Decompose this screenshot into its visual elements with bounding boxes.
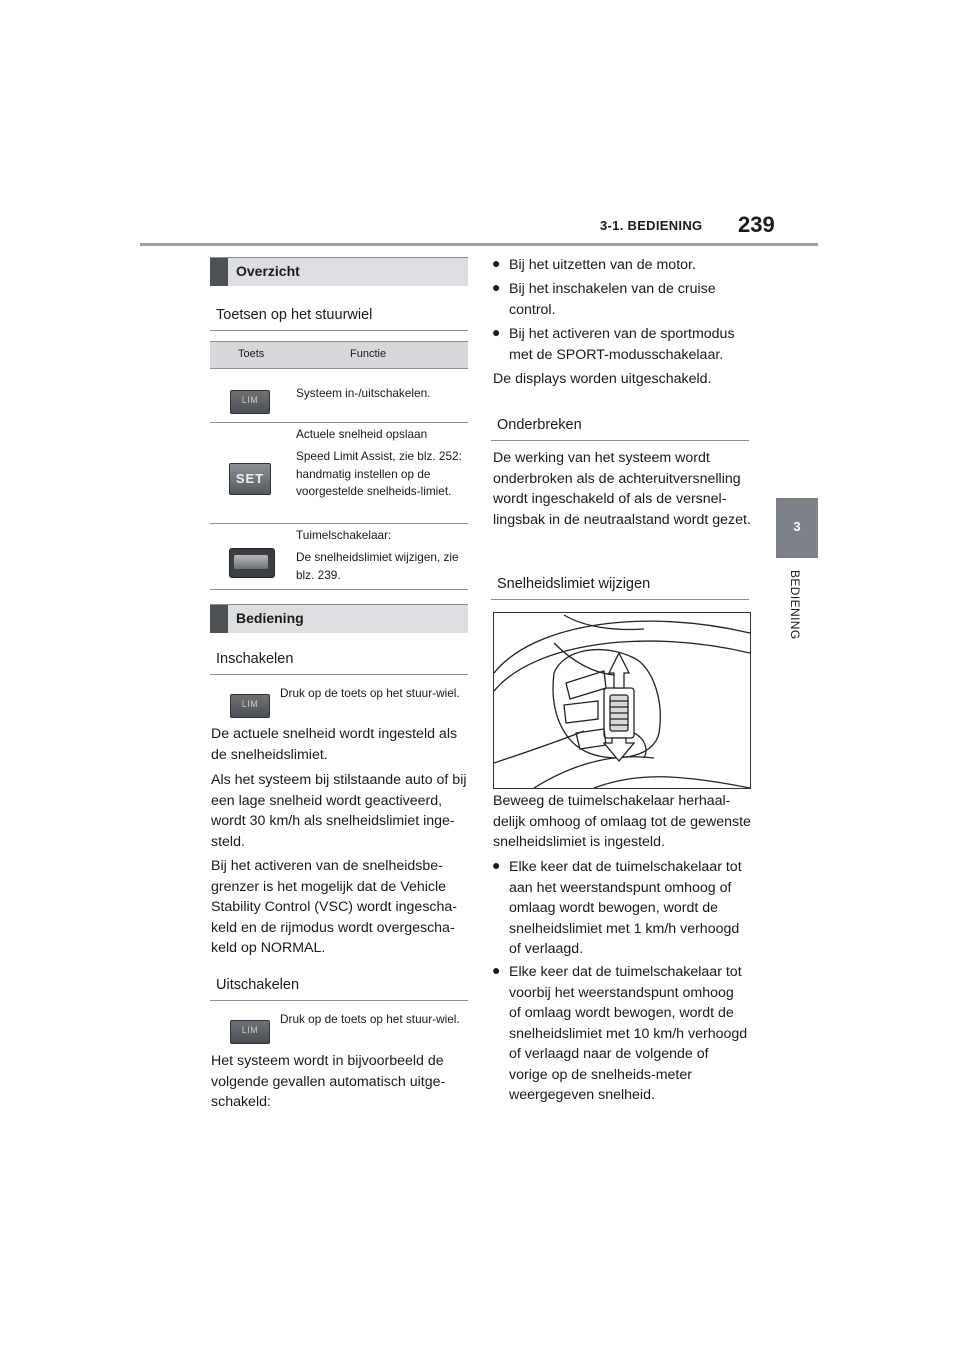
subheading-rule xyxy=(210,330,468,331)
page-number: 239 xyxy=(738,212,775,237)
section-title: 3-1. BEDIENING xyxy=(600,218,703,233)
bullet-icon: ● xyxy=(492,279,501,295)
list-item: ● Bij het activeren van de sportmodus met de SPORT-modusschakelaar. xyxy=(492,324,735,363)
bullet-icon: ● xyxy=(492,962,501,978)
table-cell-function-detail: De snelheidslimiet wijzigen, zie blz. 239. xyxy=(296,550,459,582)
table-row-divider xyxy=(210,589,468,590)
table-cell-function: Systeem in-/uitschakelen. xyxy=(296,386,431,400)
lim-key-image: LIM xyxy=(230,1020,270,1044)
table-cell-function-detail: Speed Limit Assist, zie blz. 252: handmatig instellen op de voorgestelde snelheids-limiet. xyxy=(296,449,462,498)
steering-wheel-drawing xyxy=(494,613,750,788)
table-cell-function: Actuele snelheid opslaan xyxy=(296,427,428,441)
table-col-key: Toets xyxy=(238,348,265,360)
paragraph: De actuele snelheid wordt ingesteld als de snelheidslimiet. xyxy=(211,726,458,763)
subheading-rule xyxy=(210,674,468,675)
paragraph: De werking van het systeem wordt onderbroken als de achteruitversnelling wordt ingeschakeld of als de versnel-lingsbak in de neutraalstand wordt gezet. xyxy=(493,450,751,528)
chapter-number: 3 xyxy=(793,519,801,534)
subheading-uitschakelen: Uitschakelen xyxy=(216,977,300,993)
subheading-inschakelen: Inschakelen xyxy=(216,651,294,667)
header-divider xyxy=(140,243,818,246)
bullet-icon: ● xyxy=(492,324,501,340)
subheading-wijzigen: Snelheidslimiet wijzigen xyxy=(497,576,651,592)
rocker-switch-image xyxy=(229,548,275,578)
subheading-toetsen: Toetsen op het stuurwiel xyxy=(216,307,373,323)
section-marker xyxy=(210,258,228,286)
key-instruction: Druk op de toets op het stuur-wiel. xyxy=(280,1012,460,1026)
lim-key-image: LIM xyxy=(230,694,270,718)
subheading-onderbreken: Onderbreken xyxy=(497,417,582,433)
section-header-overzicht xyxy=(210,257,468,286)
list-item: ● Elke keer dat de tuimelschakelaar tot voorbij het weerstandspunt omhoog of omlaag wordt bewogen, wordt de snelheidslimiet met 10 km/h verhoogd of verlaagd naar de volgende of vorige op de snelheids-meter weergegeven snelheid. xyxy=(492,962,748,1103)
bullet-icon: ● xyxy=(492,255,501,271)
subheading-rule xyxy=(210,1000,468,1001)
list-item: ● Bij het uitzetten van de motor. xyxy=(492,255,696,273)
section-header-text: Bediening xyxy=(236,610,304,626)
subheading-rule xyxy=(491,440,749,441)
key-instruction: Druk op de toets op het stuur-wiel. xyxy=(280,686,460,700)
subheading-rule xyxy=(491,599,749,600)
steering-wheel-illustration xyxy=(493,612,751,789)
table-col-function: Functie xyxy=(350,348,387,360)
paragraph: Het systeem wordt in bijvoorbeeld de volgende gevallen automatisch uitge-schakeld: xyxy=(211,1053,446,1110)
table-row-divider xyxy=(210,523,468,524)
paragraph: Als het systeem bij stilstaande auto of bij een lage snelheid wordt geactiveerd, wordt 30 km/h als snelheidslimiet inge-steld. xyxy=(211,772,467,850)
paragraph: Beweeg de tuimelschakelaar herhaal-delijk omhoog of omlaag tot de gewenste snelheidslimiet is ingesteld. xyxy=(493,793,751,850)
section-header-bediening xyxy=(210,604,468,633)
table-cell-function: Tuimelschakelaar: xyxy=(296,528,392,542)
list-item: ● Bij het inschakelen van de cruise control. xyxy=(492,279,716,318)
paragraph: Bij het activeren van de snelheidsbe-grenzer is het mogelijk dat de Vehicle Stability Control (VSC) wordt ingescha-keld en de rijmodus wordt overgescha-keld op NORMAL. xyxy=(211,858,458,956)
chapter-label-text: BEDIENING xyxy=(788,570,802,640)
section-header-text: Overzicht xyxy=(236,263,300,279)
paragraph: De displays worden uitgeschakeld. xyxy=(493,371,712,387)
set-key-image: SET xyxy=(229,463,271,495)
list-item: ● Elke keer dat de tuimelschakelaar tot aan het weerstandspunt omhoog of omlaag wordt bewogen, wordt de snelheidslimiet met 1 km/h verhoogd of verlaagd. xyxy=(492,857,742,957)
chapter-label xyxy=(770,570,820,660)
section-marker xyxy=(210,605,228,633)
table-row-divider xyxy=(210,422,468,423)
lim-key-image: LIM xyxy=(230,390,270,414)
table-header xyxy=(210,341,468,369)
bullet-icon: ● xyxy=(492,857,501,873)
